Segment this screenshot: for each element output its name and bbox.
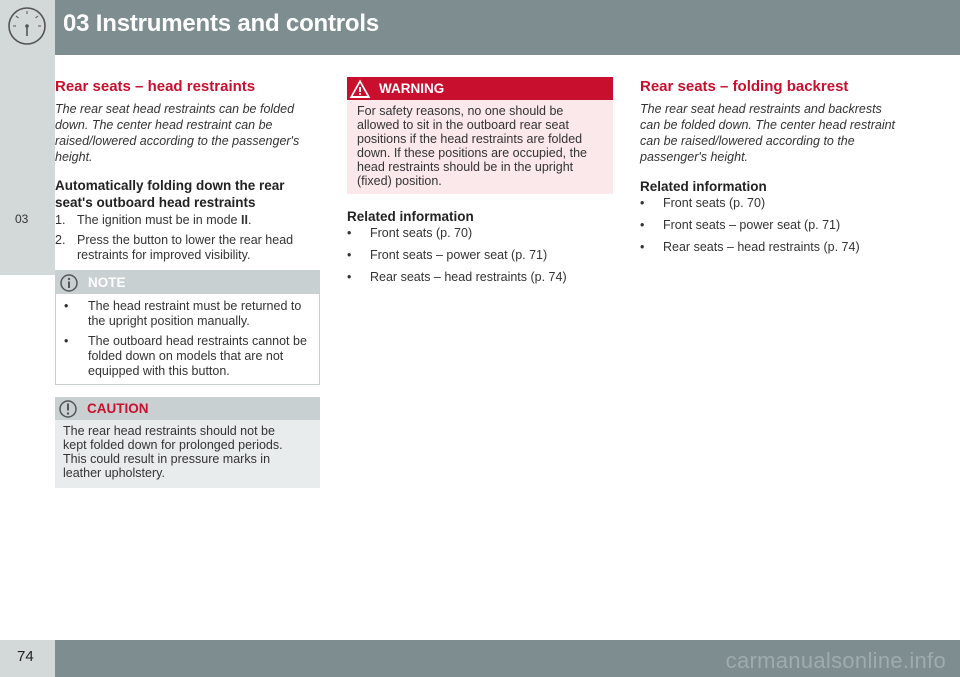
chapter-side-tab xyxy=(0,55,55,275)
chapter-side-number: 03 xyxy=(15,212,29,226)
note-list xyxy=(56,294,319,379)
warning-text: For safety reasons, no one should be allowed to sit in the outboard rear seat positions if the head restraints are folded down. If these positions are occupied, the head restraints should be in the upright (fixed) position. xyxy=(357,104,588,188)
section-intro: The rear seat head restraints can be folded down. The center head restraint can be raised/lowered according to the passenger's height. xyxy=(55,102,300,164)
steps-list xyxy=(55,213,320,263)
caution-box xyxy=(55,397,320,488)
related-link[interactable]: • Rear seats – head restraints (p. 74) xyxy=(640,240,860,254)
exclamation-icon xyxy=(58,399,78,419)
note-title: NOTE xyxy=(88,275,126,290)
warning-triangle-icon xyxy=(349,79,371,99)
related-list xyxy=(347,226,613,285)
step-item: 1. The ignition must be in mode II. xyxy=(55,213,252,227)
section-intro: The rear seat head restraints and backrests can be folded down. The center head restraint can be raised/lowered according to the passenger's height. xyxy=(640,102,896,164)
warning-title: WARNING xyxy=(379,81,445,96)
left-column xyxy=(55,78,320,263)
related-list xyxy=(640,196,905,255)
caution-header xyxy=(55,397,320,420)
note-box xyxy=(55,270,320,385)
warning-box xyxy=(347,77,613,194)
related-link[interactable]: • Front seats (p. 70) xyxy=(640,196,766,210)
middle-related xyxy=(347,208,613,285)
step-item: 2. Press the button to lower the rear head restraints for improved visibility. xyxy=(55,233,294,262)
right-column xyxy=(640,78,905,255)
section-heading: Rear seats – head restraints xyxy=(55,78,256,95)
step-number: 2. xyxy=(55,233,66,247)
chapter-title: 03 Instruments and controls xyxy=(63,10,379,37)
page-number: 74 xyxy=(17,648,34,665)
speedometer-icon xyxy=(0,0,55,55)
caution-text: The rear head restraints should not be kept folded down for prolonged periods. This could result in pressure marks in leather upholstery. xyxy=(63,424,283,480)
watermark: carmanualsonline.info xyxy=(725,648,946,673)
related-link[interactable]: • Front seats (p. 70) xyxy=(347,226,473,240)
note-item: • The outboard head restraints cannot be folded down on models that are not equipped with this button. xyxy=(64,334,307,378)
related-heading: Related information xyxy=(640,179,767,194)
note-header xyxy=(56,271,319,294)
subsection-heading: Automatically folding down the rear seat's outboard head restraints xyxy=(55,178,285,210)
chapter-icon-box xyxy=(0,0,55,55)
related-link[interactable]: • Front seats – power seat (p. 71) xyxy=(347,248,548,262)
note-item: • The head restraint must be returned to the upright position manually. xyxy=(64,299,302,328)
caution-title: CAUTION xyxy=(87,401,149,416)
related-link[interactable]: • Front seats – power seat (p. 71) xyxy=(640,218,841,232)
related-link[interactable]: • Rear seats – head restraints (p. 74) xyxy=(347,270,567,284)
step-number: 1. xyxy=(55,213,66,227)
related-heading: Related information xyxy=(347,209,474,224)
section-heading: Rear seats – folding backrest xyxy=(640,78,849,95)
info-icon xyxy=(59,273,79,293)
warning-header xyxy=(347,77,613,100)
